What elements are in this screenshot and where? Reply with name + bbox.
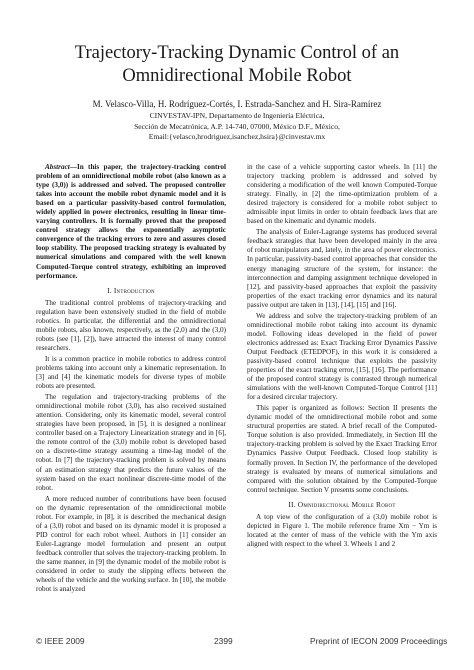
title-line-1: Trajectory-Tracking Dynamic Control of an: [74, 43, 400, 63]
left-column: [36, 163, 226, 596]
paragraph: A more reduced number of contributions have been focused on the dynamic representation of the omnidirectional mobile robot. For example, in [8], it is described the mechanical design of a (3,0) robot and based on its dynamic model it is proposed a PID control for each robot wheel. Authors in [1] consider an Euler-Lagrange model formulation and present an output feedback controller that solves the trajectory-tracking problem. In the same manner, in [9] the dynamic model of the mobile robot is considered in order to study the slipping effects between the wheels of the vehicle and the working surface. In [10], the mobile robot is analyzed: [36, 494, 226, 594]
section-heading-introduction: I. Introduction: [107, 285, 155, 295]
paragraph: The traditional control problems of trajectory-tracking and regulation have been extensively studied in the field of mobile robotics. In particular, the differential and the omnidirectional mobile robots, also known, respectively, as the (2,0) and the (3,0) robots (see [1], [2]), have attracted the interest of many control researchers.: [36, 298, 226, 352]
paragraph: It is a common practice in mobile robotics to address control problems taking into account only a kinematic representation. In [3] and [4] the kinematic models for diverse types of mobile robots are presented.: [36, 354, 226, 391]
right-column: [247, 163, 437, 551]
paragraph: The analysis of Euler-Lagrange systems has produced several feedback strategies that have been developed mainly in the area of robot manipulators and, lately, in the area of power electronics. In particular, passivity-based control approaches that consider the energy managing structure of the system, for instance: the interconnection and damping assignment technique developed in [12], and passivity-based approaches that exploit the passivity properties of the exact tracking error dynamics and its natural passive output are taken in [13], [14], [15] and [16].: [247, 228, 437, 309]
abstract-text: —In this paper, the trajectory-tracking control problem of an omnidirectional mobile robot (also known as a type (3,0)) is addressed and solved. The proposed controller takes into account the mobile robot dynamic model and it is based on a particular passivity-based control formulation, widely applied in power electronics, resulting in linear time-varying controllers. It is formally proved that the proposed control strategy allows the exponentially asymptotic convergence of the tracking errors to zero and assures closed loop stability. The proposed tracking strategy is evaluated by numerical simulations and compared with the well known Computed-Torque control strategy, exhibiting an improved performance.: [36, 163, 226, 280]
paper-title: [0, 42, 474, 88]
paragraph: in the case of a vehicle supporting castor wheels. In [11] the trajectory tracking problem is addressed and solved by considering a modification of the well known Computed-Torque strategy. Finally, in [2] the time-optimization problem of a desired trajectory is considered for a mobile robot subject to admissible input limits in order to obtain feedback laws that are based on the kinematic and dynamic models.: [247, 163, 437, 226]
abstract-lead: Abstract: [45, 163, 70, 171]
section-heading-omnidirectional-robot: II. Omnidirectional Mobile Robot: [288, 499, 396, 509]
paragraph: A top view of the configuration of a (3,0) mobile robot is depicted in Figure 1. The mobile reference frame Xm − Ym is located at the center of mass of the vehicle with the Ym axis aligned with respect to the wheel 3. Wheels 1 and 2: [247, 512, 437, 548]
paragraph: The regulation and trajectory-tracking problems of the omnidirectional mobile robot (3,0), has also received sustained attention. Considering, only its kinematic model, several control strategies have been proposed, in [5], it is designed a nonlinear controller based on a Trajectory Linearization strategy and in [6], the remote control of the (3,0) mobile robot is developed based on a discrete-time strategy assuming a time-lag model of the robot. In [7] the trajectory-tracking problem is solved by means of an estimation strategy that predicts the future values of the system based on the exact nonlinear discrete-time model of the robot.: [36, 393, 226, 492]
paragraph: We address and solve the trajectory-tracking problem of an omnidirectional mobile robot taking into account its dynamic model. Following ideas developed in the field of power electronics addressed as: Exact Tracking Error Dynamics Passive Output Feedback (ETEDPOF), in this work it is considered a passivity-based control technique that exploits the passivity properties of the exact tracking error, [15], [16]. The performance of the proposed control strategy is contrasted through numerical simulations with the well-known Computed-Torque Control [11] for a desired circular trajectory.: [247, 311, 437, 402]
footer-proceedings: Preprint of IECON 2009 Proceedings: [310, 636, 448, 646]
footer-copyright: © IEEE 2009: [36, 636, 85, 646]
affiliation: [0, 111, 474, 143]
affiliation-line: Sección de Mecatrónica, A.P. 14-740, 07000, México D.F., México,: [134, 121, 340, 131]
author-list: M. Velasco-Villa, H. Rodríguez-Cortés, I. Estrada-Sanchez and H. Sira-Ramírez: [92, 99, 382, 109]
email-line: Email:{velasco,hrodriguez,isanchez,hsira}@cinvestav.mx: [148, 132, 326, 142]
affiliation-line: CINVESTAV-IPN, Departamento de Ingeniería Eléctrica,: [149, 111, 325, 120]
abstract: [36, 163, 226, 281]
footer-page-number: 2399: [214, 636, 233, 646]
paragraph: This paper is organized as follows: Section II presents the dynamic model of the omnidirectional mobile robot and some structural properties are stated. A brief recall of the Computed-Torque solution is also provided. Immediately, in Section III the trajectory-tracking problem is solved by the Exact Tracking Error Dynamics Passive Output Feedback. Closed loop stability is formally proven. In Section IV, the performance of the developed strategy is evaluated by means of numerical simulations and compared with the solution obtained by the Computed-Torque control technique. Section V presents some conclusions.: [247, 404, 437, 494]
title-line-2: Omnidirectional Mobile Robot: [122, 66, 352, 86]
